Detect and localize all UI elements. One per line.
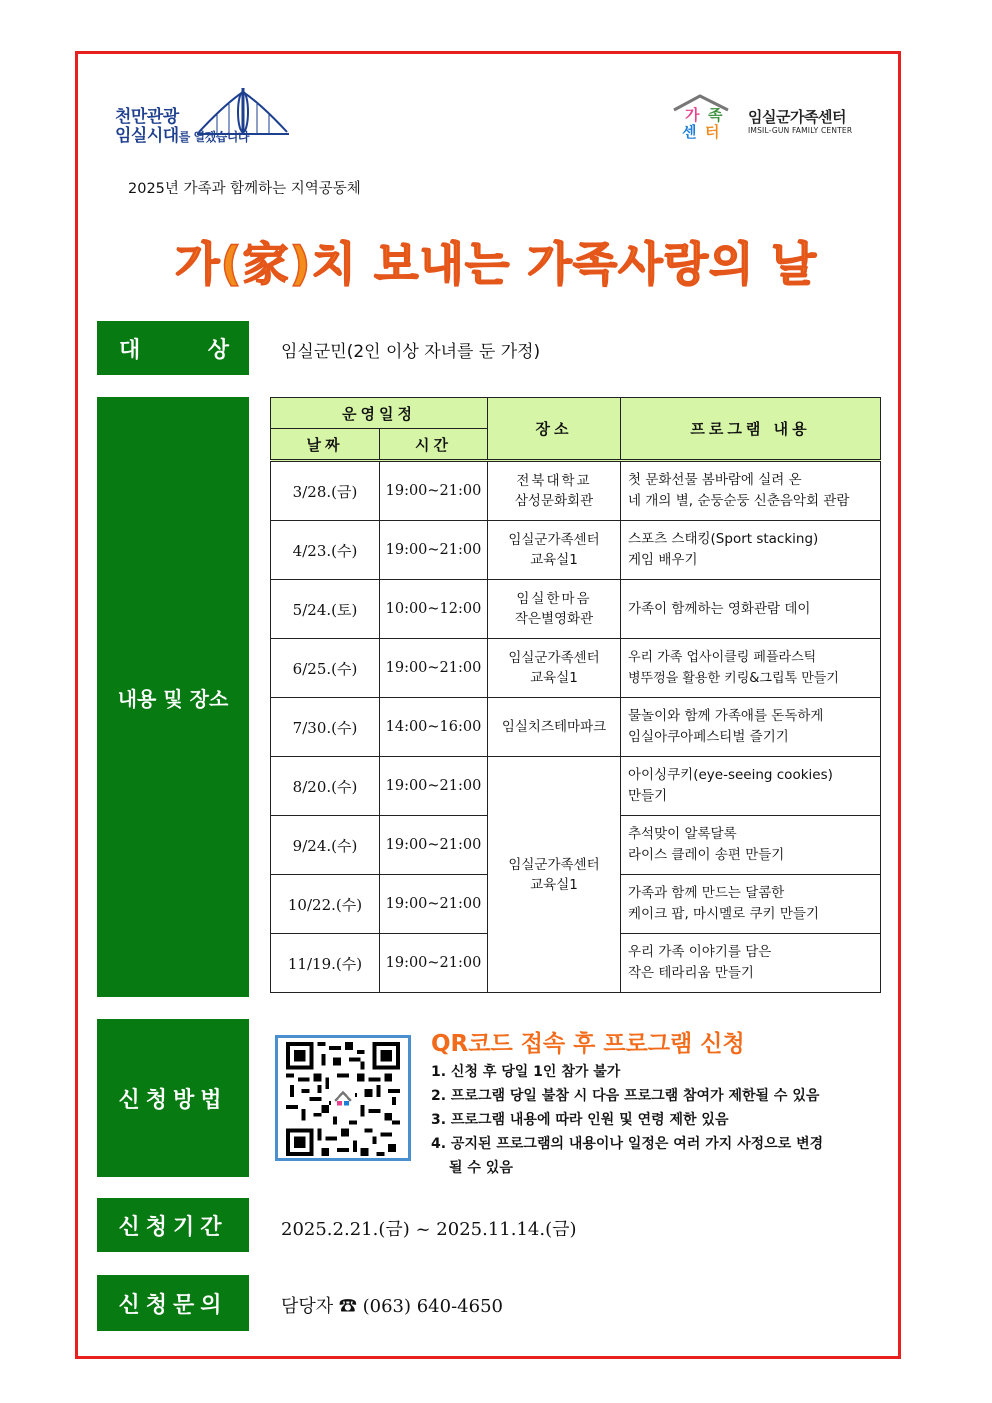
row-content-line1: 가족이 함께하는 영화관람 데이 xyxy=(628,600,811,617)
row-content xyxy=(621,580,881,639)
row-date: 9/24.(수) xyxy=(271,816,380,875)
row-content-line1: 첫 문화선물 봄바람에 실려 온 xyxy=(628,472,802,488)
row-content-line1: 가족과 함께 만드는 달콤한 xyxy=(628,885,785,901)
row-place xyxy=(488,639,621,698)
row-time: 19:00~21:00 xyxy=(380,875,488,934)
row-time: 14:00~16:00 xyxy=(380,698,488,757)
row-content xyxy=(621,875,881,934)
merged-place-line1: 임실군가족센터 xyxy=(508,856,600,873)
row-date: 3/28.(금) xyxy=(271,461,380,521)
merged-place-line2: 교육실1 xyxy=(530,876,578,893)
table-row xyxy=(271,580,881,639)
row-time: 19:00~21:00 xyxy=(380,934,488,993)
row-content-line1: 우리 가족 이야기를 담은 xyxy=(628,944,772,960)
list-item xyxy=(431,1060,881,1084)
row-time: 19:00~21:00 xyxy=(380,521,488,580)
row-date: 7/30.(수) xyxy=(271,698,380,757)
row-content-line2: 임실아쿠아페스티벌 즐기기 xyxy=(628,729,789,745)
row-place-line1: 임실치즈테마파크 xyxy=(501,719,607,735)
row-content xyxy=(621,934,881,993)
list-item xyxy=(431,1132,881,1180)
row-date: 5/24.(토) xyxy=(271,580,380,639)
subtitle: 2025년 가족과 함께하는 지역공동체 xyxy=(128,181,361,197)
target-label-left: 대 xyxy=(119,337,141,363)
list-item xyxy=(431,1084,881,1108)
note-line1: 1. 신청 후 당일 1인 참가 불가 xyxy=(431,1064,621,1080)
row-content xyxy=(621,698,881,757)
mark-char-1: 가 xyxy=(685,106,700,124)
note-line1: 3. 프로그램 내용에 따라 인원 및 연령 제한 있음 xyxy=(431,1112,729,1128)
row-time: 19:00~21:00 xyxy=(380,461,488,521)
inquiry-label: 신청문의 xyxy=(97,1275,249,1331)
inquiry-text: 담당자 ☎ (063) 640-4650 xyxy=(281,1296,503,1317)
row-time: 19:00~21:00 xyxy=(380,816,488,875)
row-place-line2: 작은별영화관 xyxy=(514,611,594,627)
row-place xyxy=(488,698,621,757)
mark-char-3: 센 xyxy=(682,123,697,141)
header-date: 날짜 xyxy=(271,429,380,461)
target-label-right: 상 xyxy=(207,337,229,363)
row-place-line1: 임실한마음 xyxy=(516,591,592,607)
row-date: 10/22.(수) xyxy=(271,875,380,934)
table-row xyxy=(271,521,881,580)
header-time: 시간 xyxy=(380,429,488,461)
note-line1: 4. 공지된 프로그램의 내용이나 일정은 여러 가지 사정으로 변경 xyxy=(431,1136,824,1152)
page-title: 가(家)치 보내는 가족사랑의 날 xyxy=(175,237,817,291)
row-content-line1: 우리 가족 업사이클링 페플라스틱 xyxy=(628,650,817,665)
merged-place xyxy=(488,757,621,993)
row-place-line2: 삼성문화회관 xyxy=(514,493,594,509)
row-content-line1: 아이싱쿠키(eye-seeing cookies) xyxy=(628,767,833,783)
row-content-line1: 스포츠 스태킹(Sport stacking) xyxy=(628,531,819,547)
method-title: QR코드 접속 후 프로그램 신청 xyxy=(431,1031,745,1057)
row-content-line2: 만들기 xyxy=(628,788,668,804)
row-content-line2: 네 개의 별, 순둥순둥 신춘음악회 관람 xyxy=(628,493,850,509)
row-content xyxy=(621,757,881,816)
family-center-name: 임실군가족센터 xyxy=(748,108,846,126)
qr-code-icon xyxy=(285,1042,401,1156)
row-place-line1: 임실군가족센터 xyxy=(508,532,600,548)
mark-char-2: 족 xyxy=(708,106,723,124)
row-place xyxy=(488,521,621,580)
family-center-logo xyxy=(670,96,880,142)
target-text: 임실군민(2인 이상 자녀를 둔 가정) xyxy=(281,342,541,362)
imsil-slogan-logo xyxy=(115,84,290,146)
row-place-line1: 임실군가족센터 xyxy=(508,650,600,666)
period-label: 신청기간 xyxy=(97,1198,249,1252)
row-content xyxy=(621,461,881,521)
family-center-mark xyxy=(670,96,732,142)
row-time: 10:00~12:00 xyxy=(380,580,488,639)
row-content-line2: 라이스 클레이 송편 만들기 xyxy=(628,847,785,863)
row-place xyxy=(488,461,621,521)
qr-code[interactable] xyxy=(275,1035,411,1161)
content-label: 내용 및 장소 xyxy=(97,397,249,997)
slogan-line2-main: 임실시대 xyxy=(115,126,179,146)
row-content-line2: 작은 테라리움 만들기 xyxy=(628,965,754,981)
family-center-english: IMSIL-GUN FAMILY CENTER xyxy=(748,126,853,135)
note-line2: 될 수 있음 xyxy=(449,1160,513,1176)
row-place xyxy=(488,580,621,639)
note-line1: 2. 프로그램 당일 불참 시 다음 프로그램 참여가 제한될 수 있음 xyxy=(431,1088,820,1104)
table-row xyxy=(271,698,881,757)
table-header-row xyxy=(271,398,881,429)
row-place-line2: 교육실1 xyxy=(530,670,578,686)
mark-char-4: 터 xyxy=(705,123,720,141)
row-content-line2: 케이크 팝, 마시멜로 쿠키 만들기 xyxy=(628,906,819,922)
row-date: 8/20.(수) xyxy=(271,757,380,816)
slogan-line2 xyxy=(115,121,249,146)
row-content xyxy=(621,521,881,580)
row-date: 4/23.(수) xyxy=(271,521,380,580)
row-date: 6/25.(수) xyxy=(271,639,380,698)
row-time: 19:00~21:00 xyxy=(380,757,488,816)
row-date: 11/19.(수) xyxy=(271,934,380,993)
row-place-line2: 교육실1 xyxy=(530,552,578,568)
table-row xyxy=(271,461,881,521)
method-notes xyxy=(431,1060,881,1180)
method-label: 신청방법 xyxy=(97,1019,249,1177)
row-content-line1: 물놀이와 함께 가족애를 돈독하게 xyxy=(628,708,824,724)
row-content-line1: 추석맞이 알록달록 xyxy=(628,826,737,842)
list-item xyxy=(431,1108,881,1132)
row-content-line2: 게임 배우기 xyxy=(628,552,698,568)
table-row xyxy=(271,757,881,816)
row-time: 19:00~21:00 xyxy=(380,639,488,698)
header-operation: 운영일정 xyxy=(271,398,488,429)
table-row xyxy=(271,639,881,698)
slogan-line1: 천만관광 xyxy=(115,107,179,127)
target-label xyxy=(97,321,249,375)
row-content-line2: 병뚜껑을 활용한 키링&그립톡 만들기 xyxy=(628,671,839,686)
header-program: 프로그램 내용 xyxy=(621,398,881,461)
slogan-line2-suffix: 를 열겠습니다 xyxy=(178,130,249,144)
row-content xyxy=(621,816,881,875)
row-content xyxy=(621,639,881,698)
header-place: 장소 xyxy=(488,398,621,461)
row-place-line1: 전북대학교 xyxy=(516,473,592,489)
schedule-table xyxy=(270,397,881,993)
period-text: 2025.2.21.(금) ~ 2025.11.14.(금) xyxy=(281,1219,577,1240)
